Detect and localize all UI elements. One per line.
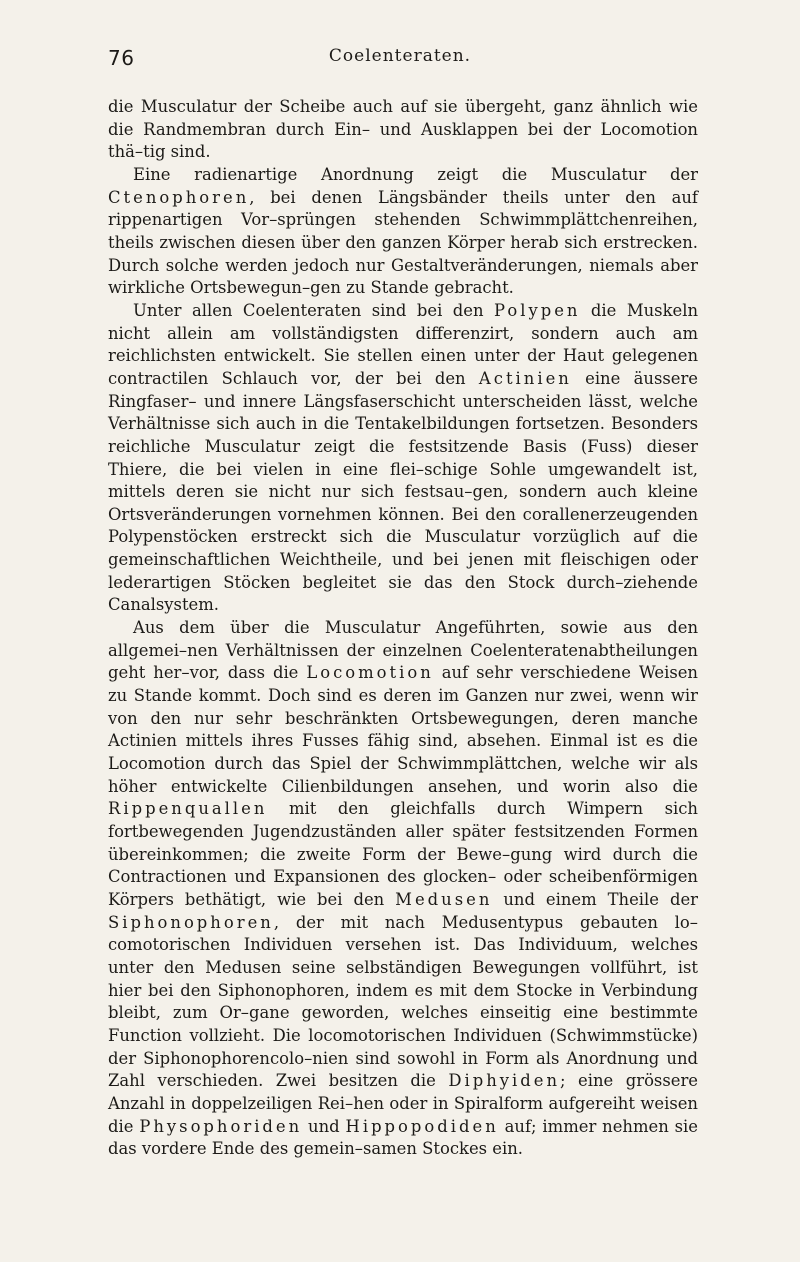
text-run: , der mit nach Medusentypus gebauten lo–comotorischen Individuen versehen ist. Das Individuum, welches unter den Medusen seine selbständigen Bewegungen vollführt, ist hier bei den Siphonophoren, indem es mit dem Stocke in Verbindung bleibt, zum Or–gane geworden, welches einseitig eine bestimmte Function vollzieht. Die locomotorischen Individuen (Schwimmstücke) der Siphonophorencolo–nien sind sowohl in Form als Anordnung und Zahl verschieden. Zwei besitzen die: [108, 912, 698, 1091]
body-text: [108, 96, 698, 1161]
text-run: auf sehr verschiedene Weisen zu Stande kommt. Doch sind es deren im Ganzen nur zwei, wenn wir von den nur sehr beschränkten Ortsbewegungen, deren manche Actinien mittels ihres Fusses fähig sind, absehen. Einmal ist es die Locomotion durch das Spiel der Schwimmplättchen, welche wir als höher entwickelte Cilienbildungen ansehen, und worin also die: [108, 663, 698, 796]
text-run: Aus dem über die Musculatur Angeführten, sowie aus den allgemei–nen Verhältnissen der einzelnen Coelenteratenabtheilungen geht her–vor, dass die: [108, 618, 698, 683]
page-number: 76: [108, 46, 135, 70]
text-run: mit den gleichfalls durch Wimpern sich fortbewegenden Jugendzuständen aller später festsitzenden Formen übereinkommen; die zweite Form der Bewe–gung wird durch die Contractionen und Expansionen des glocken– oder scheibenförmigen Körpers bethätigt, wie bei den: [108, 799, 698, 909]
spaced-term: Physophoriden: [139, 1116, 303, 1136]
text-run: die Musculatur der Scheibe auch auf sie übergeht, ganz ähnlich wie die Randmembran durch Ein– und Ausklappen bei der Locomotion thä–tig sind.: [108, 97, 698, 162]
spaced-term: Rippenquallen: [108, 799, 268, 819]
spaced-term: Diphyiden: [448, 1071, 561, 1091]
text-run: auf; immer nehmen sie das vordere Ende des gemein–samen Stockes ein.: [108, 1116, 698, 1159]
spaced-term: Ctenophoren: [108, 187, 250, 207]
text-run: und: [302, 1116, 346, 1136]
paragraph: [108, 300, 698, 617]
text-run: und einem Theile der: [492, 889, 698, 909]
spaced-term: Actinien: [478, 368, 572, 388]
spaced-term: Medusen: [395, 889, 493, 909]
text-run: ; eine grössere Anzahl in doppelzeiligen Rei–hen oder in Spiralform aufgereiht weisen die: [108, 1071, 698, 1136]
spaced-term: Locomotion: [306, 663, 434, 683]
paragraph: [108, 164, 698, 300]
paragraph: [108, 96, 698, 164]
text-run: die Muskeln nicht allein am vollständigsten differenzirt, sondern auch am reichlichsten entwickelt. Sie stellen einen unter der Haut gelegenen contractilen Schlauch vor, der bei den: [108, 300, 698, 388]
spaced-term: Polypen: [493, 300, 581, 320]
spaced-term: Siphonophoren: [108, 912, 274, 932]
text-run: , bei denen Längsbänder theils unter den auf rippenartigen Vor–sprüngen stehenden Schwimmplättchenreihen, theils zwischen diesen über den ganzen Körper herab sich erstrecken. Durch solche werden jedoch nur Gestaltveränderungen, niemals aber wirkliche Ortsbewegun–gen zu Stande gebracht.: [108, 187, 698, 298]
text-run: Unter allen Coelenteraten sind bei den: [133, 300, 494, 320]
paragraph: [108, 617, 698, 1161]
spaced-term: Hippopodiden: [345, 1116, 499, 1136]
text-run: eine äussere Ringfaser– und innere Längsfaserschicht unterscheiden lässt, welche Verhältnisse sich auch in die Tentakelbildungen fortsetzen. Besonders reichliche Musculatur zeigt die festsitzende Basis (Fuss) dieser Thiere, die bei vielen in eine flei–schige Sohle umgewandelt ist, mittels deren sie nicht nur sich festsau–gen, sondern auch kleine Ortsveränderungen vornehmen können. Bei den corallenerzeugenden Polypenstöcken erstreckt sich die Musculatur vorzüglich auf die gemeinschaftlichen Weichtheile, und bei jenen mit fleischigen oder lederartigen Stöcken begleitet sie das den Stock durch–ziehende Canalsystem.: [108, 368, 698, 615]
text-run: Eine radienartige Anordnung zeigt die Musculatur der: [133, 164, 698, 184]
running-title: Coelenteraten.: [328, 46, 472, 66]
page-header: [108, 46, 692, 72]
